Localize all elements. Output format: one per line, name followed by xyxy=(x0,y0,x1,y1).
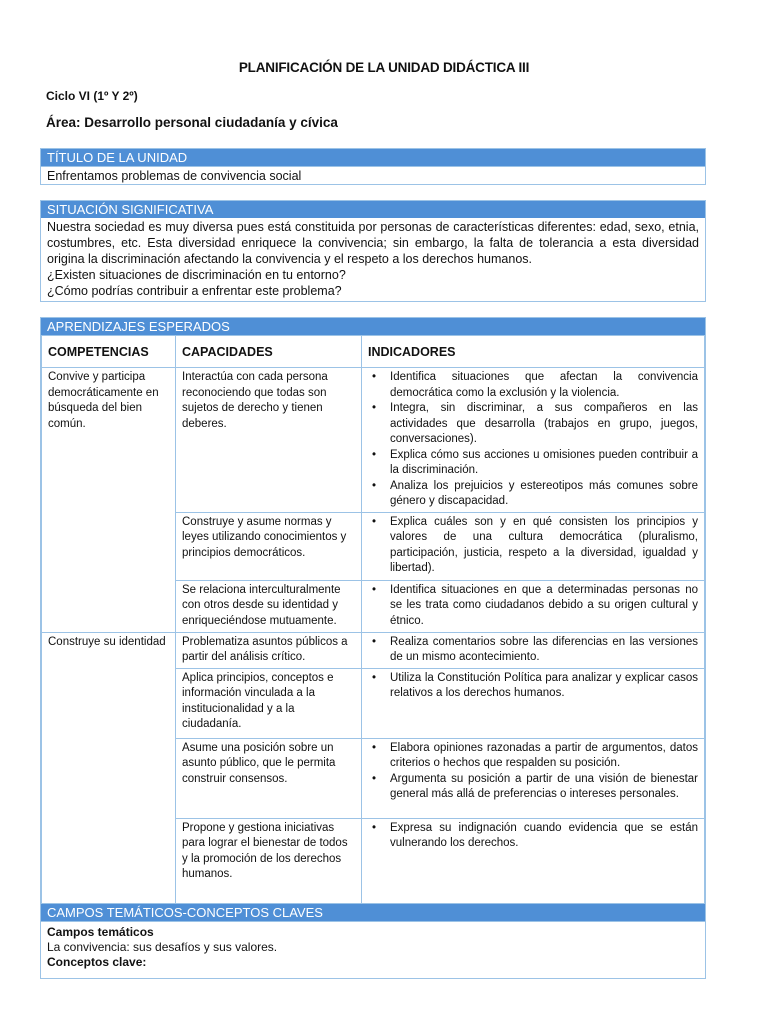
indicador-item: • Identifica situaciones que afectan la convivencia democrática como la exclusión y la violencia. xyxy=(368,370,698,401)
capacidad-cell: Construye y asume normas y leyes utilizando conocimientos y principios democráticos. xyxy=(176,512,362,580)
capacidad-cell: Aplica principios, conceptos e información vinculada a la institucionalidad y a la ciudadanía. xyxy=(176,668,362,738)
aprendizajes-section xyxy=(40,317,706,904)
ciclo-label: Ciclo VI (1º Y 2º) xyxy=(46,89,138,103)
indicadores-cell xyxy=(362,738,705,818)
situacion-significativa-body xyxy=(41,218,705,301)
situacion-significativa-section xyxy=(40,200,706,302)
situacion-question-2: ¿Cómo podrías contribuir a enfrentar este problema? xyxy=(47,284,342,298)
aprendizajes-header: APRENDIZAJES ESPERADOS xyxy=(41,318,705,335)
indicador-item: • Elabora opiniones razonadas a partir de argumentos, datos criterios o hechos que respalden su posición. xyxy=(368,741,698,772)
indicadores-cell xyxy=(362,512,705,580)
titulo-unidad-value: Enfrentamos problemas de convivencia social xyxy=(41,166,705,186)
competencia-cell: Convive y participa democráticamente en búsqueda del bien común. xyxy=(42,368,176,633)
indicadores-cell xyxy=(362,580,705,632)
campos-tematicos-section xyxy=(40,903,706,979)
capacidad-cell: Interactúa con cada persona reconociendo que todas son sujetos de derecho y tienen deberes. xyxy=(176,368,362,513)
situacion-question-1: ¿Existen situaciones de discriminación en tu entorno? xyxy=(47,268,346,282)
capacidad-cell: Asume una posición sobre un asunto público, que le permita construir consensos. xyxy=(176,738,362,818)
conceptos-clave-label: Conceptos clave: xyxy=(47,955,147,969)
titulo-unidad-section xyxy=(40,148,706,185)
campos-tematicos-label: Campos temáticos xyxy=(47,925,154,939)
document-title: PLANIFICACIÓN DE LA UNIDAD DIDÁCTICA III xyxy=(238,60,530,75)
capacidad-cell: Propone y gestiona iniciativas para lograr el bienestar de todos y la promoción de los derechos humanos. xyxy=(176,818,362,910)
indicadores-cell xyxy=(362,632,705,668)
capacidad-cell: Problematiza asuntos públicos a partir del análisis crítico. xyxy=(176,632,362,668)
indicador-item: • Integra, sin discriminar, a sus compañeros en las actividades que desarrolla (trabajos en grupo, juegos, conversaciones). xyxy=(368,401,698,448)
situacion-paragraph: Nuestra sociedad es muy diversa pues está constituida por personas de características diferentes: edad, sexo, etnia, costumbres, etc. Esta diversidad enriquece la convivencia; sin embargo, la falta de tolerancia a esta diversidad origina la discriminación afectando la convivencia y el respeto a los derechos humanos. xyxy=(47,220,699,266)
indicador-item: • Explica cómo sus acciones u omisiones pueden contribuir a la discriminación. xyxy=(368,448,698,479)
table-header-row xyxy=(42,336,705,368)
indicador-item: • Realiza comentarios sobre las diferencias en las versiones de un mismo acontecimiento. xyxy=(368,635,698,666)
indicador-item: • Argumenta su posición a partir de una visión de bienestar general más allá de preferencias o intereses personales. xyxy=(368,772,698,803)
titulo-unidad-header: TÍTULO DE LA UNIDAD xyxy=(41,149,705,166)
indicadores-cell xyxy=(362,668,705,738)
competencia-cell: Construye su identidad xyxy=(42,632,176,910)
table-row xyxy=(42,632,705,668)
indicador-item: • Expresa su indignación cuando evidencia que se están vulnerando los derechos. xyxy=(368,821,698,852)
indicador-item: • Identifica situaciones en que a determinadas personas no se les trata como ciudadanos debido a su origen cultural y étnico. xyxy=(368,583,698,630)
indicadores-cell xyxy=(362,368,705,513)
campos-tematicos-body xyxy=(41,921,705,972)
indicador-item: • Analiza los prejuicios y estereotipos más comunes sobre género y discapacidad. xyxy=(368,479,698,510)
table-row xyxy=(42,368,705,513)
indicador-item: • Utiliza la Constitución Política para analizar y explicar casos relativos a los derechos humanos. xyxy=(368,671,698,702)
column-header-indicadores: INDICADORES xyxy=(362,336,705,368)
indicador-item: • Explica cuáles son y en qué consisten los principios y valores de una cultura democrática (pluralismo, participación, justicia, respeto a la diversidad, igualdad y libertad). xyxy=(368,515,698,577)
campos-tematicos-value: La convivencia: sus desafíos y sus valores. xyxy=(47,940,278,954)
column-header-capacidades: CAPACIDADES xyxy=(176,336,362,368)
situacion-significativa-header: SITUACIÓN SIGNIFICATIVA xyxy=(41,201,705,218)
indicadores-cell xyxy=(362,818,705,910)
capacidad-cell: Se relaciona interculturalmente con otros desde su identidad y enriqueciéndose mutuamente. xyxy=(176,580,362,632)
campos-tematicos-header: CAMPOS TEMÁTICOS-CONCEPTOS CLAVES xyxy=(41,904,705,921)
area-label: Área: Desarrollo personal ciudadanía y cívica xyxy=(46,115,338,130)
aprendizajes-table xyxy=(41,335,705,911)
column-header-competencias: COMPETENCIAS xyxy=(42,336,176,368)
